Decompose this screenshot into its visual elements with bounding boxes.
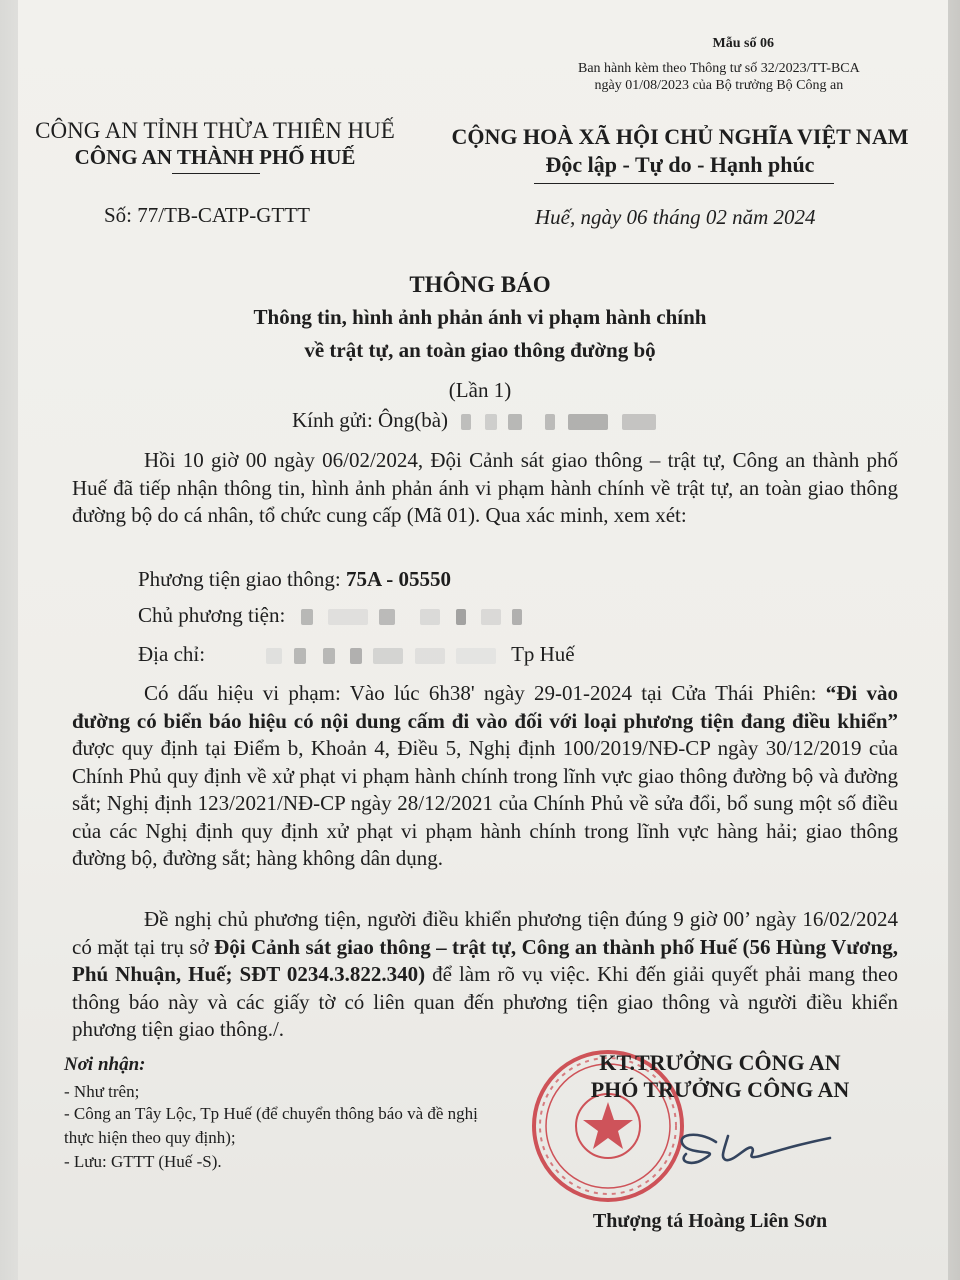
redacted-name — [453, 408, 655, 432]
vehicle-plate: 75A - 05550 — [345, 567, 451, 591]
motto-underline — [534, 183, 834, 184]
national-motto: Độc lập - Tự do - Hạnh phúc — [545, 152, 815, 177]
document-subtitle-2: về trật tự, an toàn giao thông đường bộ — [304, 338, 656, 362]
form-note-line-1: Ban hành kèm theo Thông tư số 32/2023/TT-BCA — [578, 61, 860, 76]
violation-description: “Đi vào đường có biển báo hiệu có nội dung cấm đi vào đối với loại phương tiện đang điều khiển” — [72, 681, 898, 733]
address-city: Tp Huế — [511, 642, 575, 666]
redacted-owner — [291, 603, 523, 627]
request-lead: Đề nghị chủ phương tiện, người điều khiển phương tiện đúng 9 giờ 00’ ngày 16/02/2024 có mặt tại trụ sở — [72, 907, 898, 959]
recipient-item-2: - Công an Tây Lộc, Tp Huế (để chuyển thông báo và đề nghị thực hiện theo quy định); — [64, 1104, 478, 1147]
signature-icon — [640, 1108, 840, 1178]
document-subtitle-1: Thông tin, hình ảnh phản ánh vi phạm hành chính — [253, 305, 707, 329]
recipient-item-1: - Như trên; — [64, 1082, 140, 1101]
nation-name: CỘNG HOÀ XÃ HỘI CHỦ NGHĨA VIỆT NAM — [451, 124, 909, 149]
address-label: Địa chỉ: — [138, 642, 206, 666]
document-number: Số: 77/TB-CATP-GTTT — [104, 203, 310, 227]
address-line — [138, 642, 575, 667]
agency-name: CÔNG AN THÀNH PHỐ HUẾ — [74, 145, 356, 169]
intro-paragraph — [72, 447, 898, 530]
request-text — [72, 906, 898, 1044]
violation-text — [72, 680, 898, 873]
violation-legal-basis: được quy định tại Điểm b, Khoản 4, Điều 5, Nghị định 100/2019/NĐ-CP ngày 30/12/2019 của Chính Phủ quy định về xử phạt vi phạm hành chính trong lĩnh vực giao thông đường bộ và đường sắt; Nghị định 123/2021/NĐ-CP ngày 28/12/2021 của Chính Phủ về sửa đổi, bổ sung một số điều của các Nghị định quy định xử phạt vi phạm hành chính trong lĩnh vực hàng hải; giao thông đường bộ, đường sắt; hàng không dân dụng. — [72, 736, 898, 870]
document-title: THÔNG BÁO — [409, 272, 551, 297]
recipients-title: Nơi nhận: — [64, 1054, 146, 1075]
request-location: Đội Cảnh sát giao thông – trật tự, Công an thành phố Huế (56 Hùng Vương, Phú Nhuận, Huế; SĐT 0234.3.822.340) — [72, 934, 898, 986]
agency-underline — [172, 173, 260, 174]
form-note — [578, 60, 860, 94]
agency-parent: CÔNG AN TỈNH THỪA THIÊN HUẾ — [35, 118, 395, 143]
signer-name: Thượng tá Hoàng Liên Sơn — [592, 1210, 828, 1232]
redacted-address — [210, 642, 501, 666]
place-date: Huế, ngày 06 tháng 02 năm 2024 — [535, 205, 816, 229]
signature-title-1: KT.TRƯỞNG CÔNG AN — [599, 1050, 841, 1075]
form-number: Mẫu số 06 — [712, 36, 774, 51]
owner-line — [138, 603, 522, 628]
vehicle-line — [138, 567, 451, 592]
request-paragraph — [72, 906, 898, 1044]
violation-paragraph — [72, 680, 898, 873]
owner-label: Chủ phương tiện: — [138, 603, 286, 627]
attempt-number: (Lần 1) — [448, 378, 512, 402]
vehicle-label: Phương tiện giao thông: — [138, 567, 346, 591]
form-note-line-2: ngày 01/08/2023 của Bộ trưởng Bộ Công an — [594, 78, 844, 93]
signature-title-2: PHÓ TRƯỞNG CÔNG AN — [590, 1077, 850, 1102]
recipient-item-3: - Lưu: GTTT (Huế -S). — [64, 1152, 222, 1171]
intro-text: Hồi 10 giờ 00 ngày 06/02/2024, Đội Cảnh sát giao thông – trật tự, Công an thành phố Huế đã tiếp nhận thông tin, hình ảnh phản ánh vi phạm hành chính về trật tự, an toàn giao thông đường bộ do cá nhân, tổ chức cung cấp (Mã 01). Qua xác minh, xem xét: — [72, 448, 898, 527]
greeting-text: Kính gửi: Ông(bà) — [292, 408, 449, 432]
recipient-greeting — [292, 408, 656, 433]
request-rest: để làm rõ vụ việc. Khi đến giải quyết phải mang theo thông báo này và các giấy tờ có liên quan đến phương tiện giao thông và người điều khiển phương tiện giao thông./. — [72, 962, 899, 1041]
violation-lead: Có dấu hiệu vi phạm: Vào lúc 6h38' ngày 29-01-2024 tại Cửa Thái Phiên: — [144, 681, 826, 705]
